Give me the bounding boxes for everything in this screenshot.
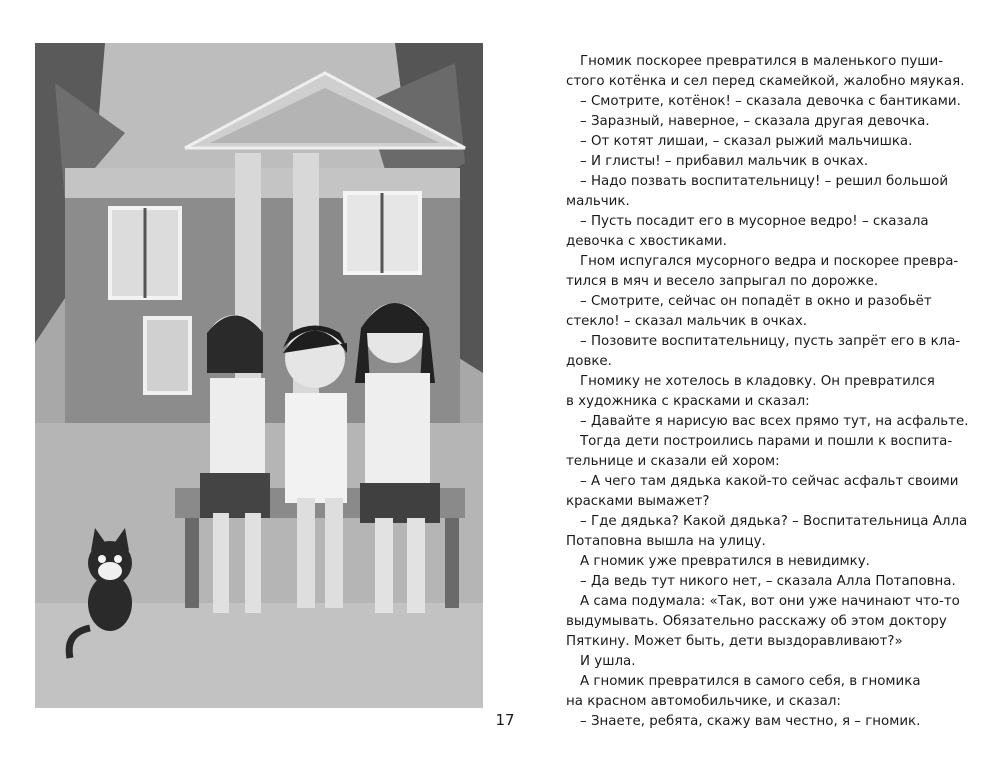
text-line: довке. — [566, 354, 612, 369]
text-line: – А чего там дядька какой-то сейчас асфальт своими — [580, 474, 959, 489]
text-line: в художника с красками и сказал: — [566, 394, 810, 409]
story-text — [566, 52, 969, 732]
text-line: А гномик превратился в самого себя, в гномика — [580, 674, 921, 689]
text-line: тился в мяч и весело запрыгал по дорожке. — [566, 274, 879, 289]
text-line: красками вымажет? — [566, 494, 710, 509]
text-line: – Знаете, ребята, скажу вам честно, я – гномик. — [580, 714, 921, 729]
text-line: тельнице и сказали ей хором: — [566, 454, 780, 469]
text-line: мальчик. — [566, 194, 630, 209]
text-line: – От котят лишаи, – сказал рыжий мальчишка. — [580, 134, 913, 149]
text-line: стого котёнка и сел перед скамейкой, жалобно мяукая. — [566, 74, 965, 89]
illustration-drawing — [35, 43, 483, 708]
text-line: – Давайте я нарисую вас всех прямо тут, на асфальте. — [580, 414, 969, 429]
text-line: Пяткину. Может быть, дети выздоравливают?» — [566, 634, 903, 649]
text-line: И ушла. — [580, 654, 636, 669]
text-line: – Смотрите, котёнок! – сказала девочка с бантиками. — [580, 94, 961, 109]
text-line: девочка с хвостиками. — [566, 234, 727, 249]
text-line: – Смотрите, сейчас он попадёт в окно и разобьёт — [580, 294, 932, 309]
text-line: Гном испугался мусорного ведра и поскорее превра- — [580, 254, 959, 269]
text-line: Гномику не хотелось в кладовку. Он превратился — [580, 374, 935, 389]
text-line: Тогда дети построились парами и пошли к воспита- — [580, 434, 953, 449]
text-line: Гномик поскорее превратился в маленького пуши- — [580, 54, 944, 69]
text-line: – И глисты! – прибавил мальчик в очках. — [580, 154, 869, 169]
text-line: – Пусть посадит его в мусорное ведро! – сказала — [580, 214, 929, 229]
text-line: стекло! – сказал мальчик в очках. — [566, 314, 808, 329]
text-line: на красном автомобильчике, и сказал: — [566, 694, 841, 709]
text-line: – Где дядька? Какой дядька? – Воспитательница Алла — [580, 514, 968, 529]
page-number: 17 — [495, 711, 515, 729]
text-line: – Да ведь тут никого нет, – сказала Алла Потаповна. — [580, 574, 956, 589]
text-line: Потаповна вышла на улицу. — [566, 534, 766, 549]
illustration-children-on-bench — [35, 43, 483, 708]
text-line: – Позовите воспитательницу, пусть запрёт его в кла- — [580, 334, 961, 349]
text-line: А гномик уже превратился в невидимку. — [580, 554, 870, 569]
text-line: – Надо позвать воспитательницу! – решил большой — [580, 174, 949, 189]
text-line: выдумывать. Обязательно расскажу об этом доктору — [566, 614, 947, 629]
text-line: – Заразный, наверное, – сказала другая девочка. — [580, 114, 930, 129]
text-line: А сама подумала: «Так, вот они уже начинают что-то — [580, 594, 960, 609]
